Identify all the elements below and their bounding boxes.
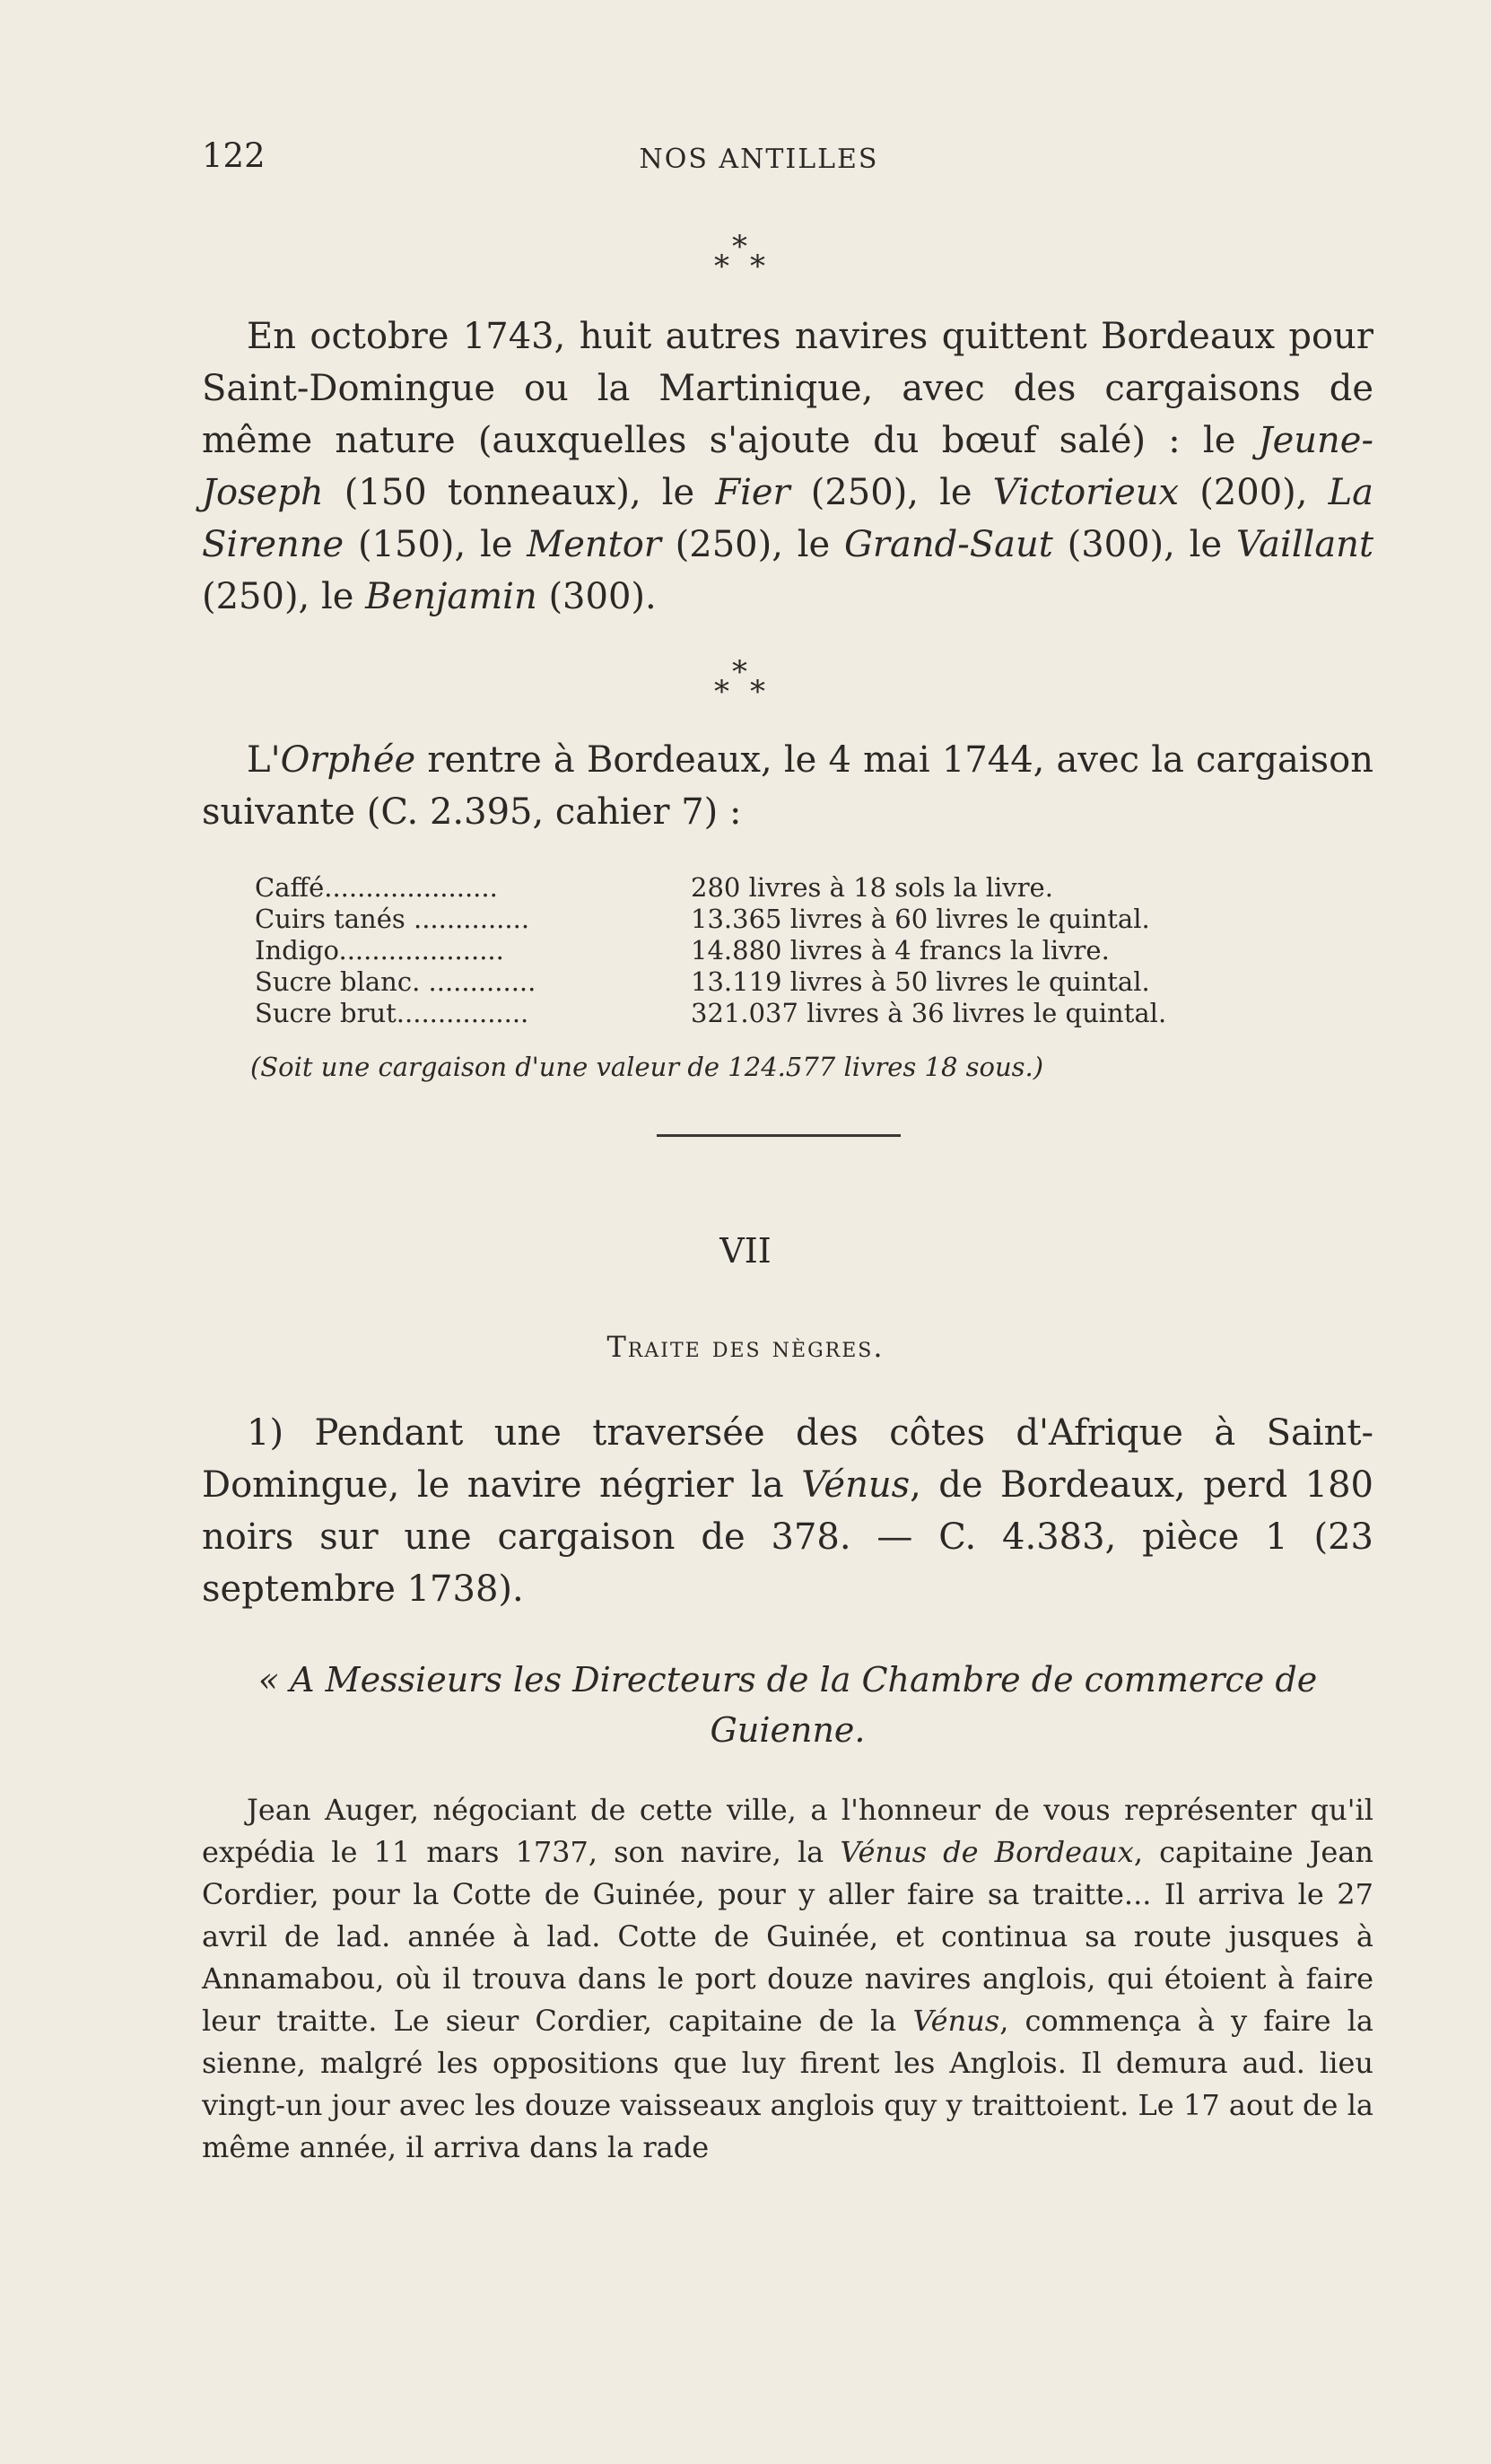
- paragraph-orphee: [202, 734, 1373, 838]
- paragraph-text: (150), le: [344, 524, 528, 565]
- ship-name: La Sirenne: [202, 472, 1373, 565]
- asterism-2: [0, 654, 1491, 711]
- paragraph-text: (250), le: [660, 524, 844, 565]
- paragraph-letter: [202, 1789, 1373, 2169]
- asterism-1: [0, 229, 1491, 285]
- asterism-star: *: [714, 249, 729, 284]
- paragraph-text: Jean Auger, négociant de cette ville, a l'honneur de vous représenter qu'il expédia le 11 mars 1737, son navire, la: [202, 1793, 1373, 1869]
- cargo-value: 13.365 livres à 60 livres le quintal.: [691, 904, 1150, 934]
- cargo-label: Caffé.....................: [255, 872, 498, 903]
- asterism-star: *: [732, 654, 747, 690]
- ship-name: Vénus de Bordeaux: [840, 1835, 1134, 1869]
- paragraph-text: L': [247, 739, 281, 781]
- section-title: Traite des nègres.: [606, 1330, 885, 1364]
- paragraph-text: , capitaine Jean Cordier, pour la Cotte de Guinée, pour y aller faire sa traitte... Il arriva le 27 avril de lad. année à lad. Cotte de Guinée, et continua sa route jusques à Annamabou, où il trouva dans le port douze navires anglois, qui étoient à faire leur traitte. Le sieur Cordier, capitaine de la: [202, 1835, 1374, 2038]
- paragraph-text: (300), le: [1052, 524, 1236, 565]
- cargo-row: [255, 935, 1277, 966]
- cargo-value: 321.037 livres à 36 livres le quintal.: [691, 998, 1167, 1028]
- ship-name: Victorieux: [992, 472, 1180, 513]
- paragraph-text: En octobre 1743, huit autres navires quittent Bordeaux pour Saint-Domingue ou la Martinique, avec des cargaisons de même nature (auxquelles s'ajoute du bœuf salé) : le: [202, 316, 1373, 461]
- ship-name: Vénus: [912, 2004, 1000, 2038]
- paragraph-text: (200),: [1179, 472, 1329, 513]
- ship-name: Benjamin: [365, 576, 537, 617]
- paragraph-text: 1) Pendant une traversée des côtes d'Afrique à Saint-Domingue, le navire négrier la: [202, 1412, 1373, 1506]
- paragraph-text: (150 tonneaux), le: [323, 472, 716, 513]
- cargo-table: [255, 872, 1277, 1029]
- running-head: [202, 136, 1316, 181]
- cargo-value: 14.880 livres à 4 francs la livre.: [691, 935, 1110, 966]
- asterism-star: *: [750, 674, 765, 710]
- ship-name: Jeune-Joseph: [202, 420, 1373, 513]
- cargo-label: Indigo....................: [255, 935, 504, 966]
- cargo-row: [255, 872, 1277, 904]
- page-number: 122: [202, 136, 266, 175]
- ship-name: Fier: [715, 472, 790, 513]
- cargo-value: 13.119 livres à 50 livres le quintal.: [691, 966, 1150, 997]
- section-number: VII: [719, 1231, 772, 1271]
- ship-name: Mentor: [527, 524, 661, 565]
- cargo-row: [255, 904, 1277, 935]
- cargo-row: [255, 966, 1277, 998]
- paragraph-text: , commença à y faire la sienne, malgré les oppositions que luy firent les Anglois. Il demura aud. lieu vingt-un jour avec les douze vaisseaux anglois quy y traittoient. Le 17 aout de la même année, il arriva dans la rade: [202, 2004, 1374, 2164]
- cargo-label: Cuirs tanés ..............: [255, 904, 530, 934]
- paragraph-text: (250), le: [789, 472, 993, 513]
- asterism-star: *: [714, 674, 729, 710]
- asterism-star: *: [732, 229, 747, 265]
- ship-name: Orphée: [280, 739, 416, 781]
- cargo-label: Sucre blanc. .............: [255, 966, 536, 997]
- cargo-value: 280 livres à 18 sols la livre.: [691, 872, 1053, 903]
- paragraph-text: , de Bordeaux, perd 180 noirs sur une cargaison de 378. — C. 4.383, pièce 1 (23 septembre 1738).: [202, 1464, 1373, 1610]
- cargo-total: (Soit une cargaison d'une valeur de 124.577 livres 18 sous.): [249, 1052, 1044, 1082]
- paragraph-text: rentre à Bordeaux, le 4 mai 1744, avec la cargaison suivante (C. 2.395, cahier 7) :: [202, 739, 1373, 833]
- ship-name: Vaillant: [1235, 524, 1374, 565]
- running-title: NOS ANTILLES: [639, 144, 879, 175]
- ship-name: Vénus: [801, 1464, 911, 1506]
- cargo-label: Sucre brut................: [255, 998, 529, 1028]
- section-divider: [657, 1134, 901, 1137]
- paragraph-text: (250), le: [202, 576, 366, 617]
- paragraph-ships-1743: [202, 310, 1373, 623]
- asterism-star: *: [750, 249, 765, 284]
- paragraph-venus: [202, 1407, 1373, 1615]
- quote-heading: « A Messieurs les Directeurs de la Chambre de commerce de Guienne.: [257, 1660, 1318, 1750]
- ship-name: Grand-Saut: [843, 524, 1053, 565]
- paragraph-text: (300).: [536, 576, 657, 617]
- cargo-row: [255, 998, 1277, 1029]
